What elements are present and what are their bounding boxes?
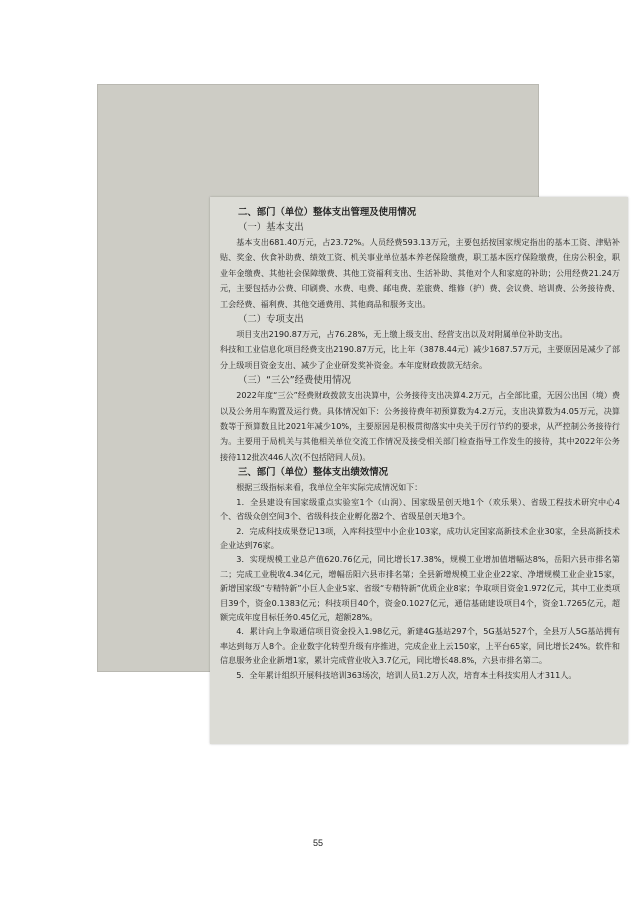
list-item-industrial-output: 3．实现规模工业总产值620.76亿元，同比增长17.38%，规模工业增加值增幅达8%，岳阳六县市排名第二；完成工业税收4.34亿元，增幅岳阳六县市排名第；全县新增规模工业企业22家、净增规模工业企业15家，新增国家级“专精特新”小巨人企业5家、省级“专精特新”优质企业8家；争取项目资金1.972亿元，其中工业类项目39个，资金0.1383亿元；科技项目40个，资金0.1027亿元，通信基础建设项目4个，资金1.7265亿元，超额完成年度目标任务0.45亿元，超额28%。 bbox=[220, 554, 620, 622]
subheading-basic-expenditure: （一）基本支出 bbox=[238, 222, 304, 233]
document-photo bbox=[97, 84, 620, 680]
page-number: 55 bbox=[312, 838, 323, 848]
list-item-telecom: 4．累计向上争取通信项目资金投入1.98亿元，新建4G基站297个，5G基站527个，全县万人5G基站拥有率达到每万人8个。企业数字化转型升级有序推进，完成企业上云150家，上平台65家，同比增长24%。软件和信息服务业企业新增1家，累计完成营业收入3.7亿元，同比增长48.8%，六县市排名第二。 bbox=[220, 626, 620, 666]
subheading-special-expenditure: （二）专项支出 bbox=[238, 314, 304, 326]
paragraph-performance-intro: 根据三级指标来看，我单位全年实际完成情况如下： bbox=[236, 482, 423, 493]
section-heading-performance: 三、部门（单位）整体支出绩效情况 bbox=[238, 467, 389, 479]
section-heading-expenditure-management: 二、部门（单位）整体支出管理及使用情况 bbox=[238, 207, 417, 218]
paragraph-tech-project-funds: 科技和工业信息化项目经费支出2190.87万元，比上年（3878.44元）减少1687.57万元，主要原因是减少了部分上级项目资金支出、减少了企业研发奖补资金。本年度财政拨款无结余。 bbox=[220, 344, 620, 370]
subheading-three-public-expenses: （三）“三公”经费使用情况 bbox=[238, 375, 351, 387]
list-item-tech-achievements: 2．完成科技成果登记13项，入库科技型中小企业103家，成功认定国家高新技术企业30家，全县高新技术企业达到76家。 bbox=[220, 525, 620, 550]
paragraph-basic-expenditure: 基本支出681.40万元，占23.72%。人员经费593.13万元，主要包括按国家规定指出的基本工资、津贴补贴、奖金、伙食补助费、绩效工资、机关事业单位基本养老保险缴费，职工基本医疗保险缴费，住房公积金，职业年金缴费、其他社会保障缴费、其他工资福利支出、生活补助、其他对个人和家庭的补助；公用经费21.24万元，主要包括办公费、印刷费、水费、电费、邮电费、差旅费、维修（护）费、会议费、培训费、公务接待费、工会经费、福利费、其他交通费用、其他商品和服务支出。 bbox=[220, 237, 620, 309]
list-item-training: 5．全年累计组织开展科技培训363场次，培训人员1.2万人次，培育本土科技实用人才311人。 bbox=[236, 669, 577, 680]
paragraph-project-expenditure: 项目支出2190.87万元，占76.28%，无上缴上级支出、经营支出以及对附属单位补助支出。 bbox=[236, 329, 568, 340]
list-item-labs: 1．全县建设有国家级重点实验室1个（山润）、国家级星创天地1个（欢乐果）、省级工程技术研究中心4个、省级众创空间3个、省级科技企业孵化器2个、省级星创天地3个。 bbox=[220, 496, 620, 522]
document-page bbox=[210, 197, 628, 744]
paragraph-three-public-expenses: 2022年度“三公”经费财政拨款支出决算中，公务接待支出决算4.2万元，占全部比重，无因公出国（境）费以及公务用车购置及运行费。具体情况如下：公务接待费年初预算数为4.2万元，支出决算数为4.05万元，决算数等于预算数且比2021年减少10%，主要原因是积极贯彻落实中央关于厉行节约的要求，从严控制公务接待行为。主要用于局机关与其他相关单位交流工作情况及接受相关部门检查指导工作发生的接待，其中2022年公务接待112批次446人次(不包括陪同人员)。 bbox=[220, 390, 620, 462]
